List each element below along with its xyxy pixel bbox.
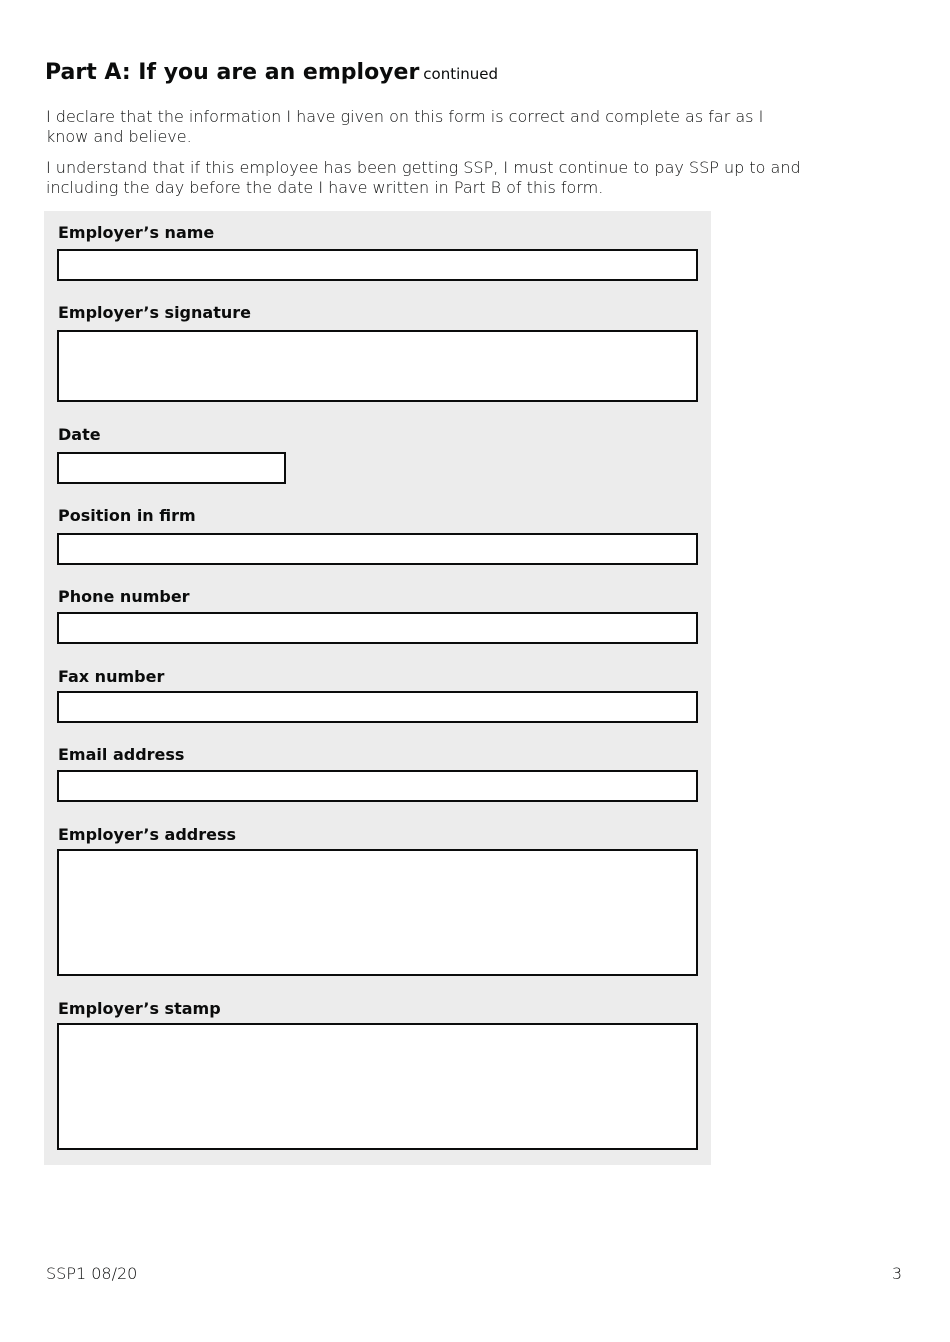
email-address-label: Email address: [58, 745, 185, 764]
declaration-paragraph: I declare that the information I have given on this form is correct and complete as far as I know and believe.: [46, 107, 764, 146]
employer-signature-label: Employer’s signature: [58, 303, 251, 322]
form-code: SSP1 08/20: [46, 1264, 138, 1283]
employer-name-field[interactable]: [57, 249, 698, 281]
position-in-firm-label: Position in firm: [58, 506, 196, 525]
page-title-continued: continued: [423, 65, 499, 83]
page-title-text: Part A: If you are an employer: [45, 60, 420, 85]
employer-stamp-field[interactable]: [57, 1023, 698, 1150]
employer-stamp-label: Employer’s stamp: [58, 999, 221, 1018]
employer-signature-field[interactable]: [57, 330, 698, 402]
phone-number-label: Phone number: [58, 587, 190, 606]
employer-name-label: Employer’s name: [58, 223, 215, 242]
date-field[interactable]: [57, 452, 286, 484]
fax-number-field[interactable]: [57, 691, 698, 723]
employer-address-field[interactable]: [57, 849, 698, 976]
page-title: [45, 60, 498, 85]
page-number: 3: [891, 1264, 902, 1283]
fax-number-label: Fax number: [58, 667, 165, 686]
email-address-field[interactable]: [57, 770, 698, 802]
position-in-firm-field[interactable]: [57, 533, 698, 565]
date-label: Date: [58, 425, 101, 444]
employer-address-label: Employer’s address: [58, 825, 237, 844]
ssp-understanding-paragraph: I understand that if this employee has been getting SSP, I must continue to pay SSP up to and including the day before the date I have written in Part B of this form.: [46, 158, 801, 197]
phone-number-field[interactable]: [57, 612, 698, 644]
